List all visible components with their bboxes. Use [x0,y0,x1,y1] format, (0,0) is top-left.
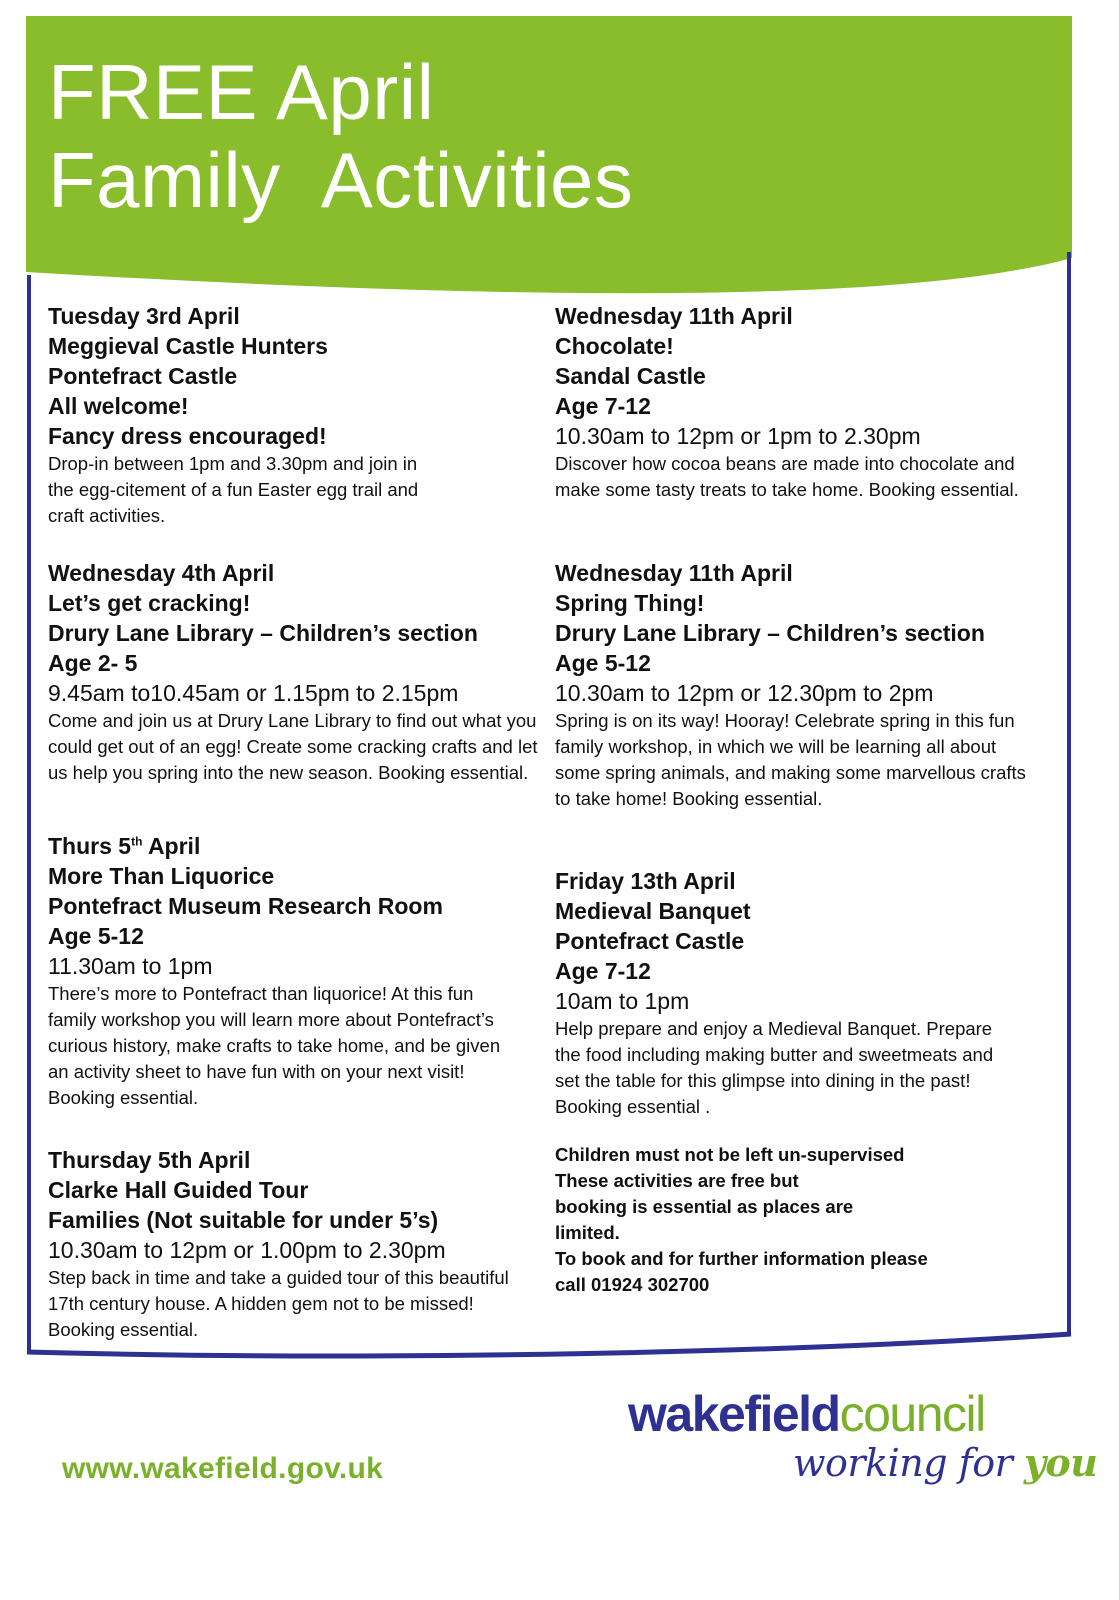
event-egg-hunt [48,301,548,558]
website-link[interactable]: www.wakefield.gov.uk [62,1452,384,1485]
event-description: Help prepare and enjoy a Medieval Banquet. Prepare the food including making butter and sweetmeats and set the table for this glimpse into dining in the past! Booking essential . [555,1018,994,1117]
title-line-1: FREE April [48,48,435,136]
event-time: 10am to 1pm [555,988,690,1014]
logo-wordmark [628,1385,985,1443]
event-venue: Pontefract Castle [555,928,745,954]
left-column [48,301,548,1343]
event-medieval-banquet [555,866,1055,1120]
event-time: 10.30am to 12pm or 1pm to 2.30pm [555,423,921,449]
event-title: Meggieval Castle Hunters [48,333,328,359]
event-date: Wednesday 4th April [48,560,275,586]
event-venue: Pontefract Museum Research Room [48,893,443,919]
event-more-than-liquorice [48,831,548,1145]
event-age: Age 2- 5 [48,650,138,676]
event-date [48,831,548,861]
notice-line-5: To book and for further information please [555,1248,928,1269]
event-date: Wednesday 11th April [555,560,793,586]
event-time: 11.30am to 1pm [48,953,213,979]
event-title: Spring Thing! [555,590,705,616]
event-audience: Families (Not suitable for under 5’s) [48,1207,439,1233]
event-title: Let’s get cracking! [48,590,251,616]
logo-tagline-text: working for [793,1441,1024,1485]
event-date: Wednesday 11th April [555,303,793,329]
notice-phone: call 01924 302700 [555,1274,710,1295]
event-spring-thing [555,558,1055,866]
event-extra: Fancy dress encouraged! [48,423,327,449]
notice-line-1: Children must not be left un-supervised [555,1144,905,1165]
event-description: Step back in time and take a guided tour of this beautiful 17th century house. A hidden gem not to be missed! Booking essential. [48,1267,509,1340]
event-time: 9.45am to10.45am or 1.15pm to 2.15pm [48,680,459,706]
event-description: Drop-in between 1pm and 3.30pm and join in the egg-citement of a fun Easter egg trail and craft activities. [48,453,419,526]
title-line-2: Family Activities [48,136,634,224]
event-time: 10.30am to 12pm or 12.30pm to 2pm [555,680,934,706]
event-age: Age 5-12 [48,923,144,949]
logo-tagline [793,1440,1097,1485]
event-title: Medieval Banquet [555,898,751,924]
event-description: There’s more to Pontefract than liquorice! At this fun family workshop you will learn more about Pontefract’s curious history, make crafts to take home, and be given an activity sheet to have fun with on your next visit! Booking essential. [48,983,501,1108]
logo-wakefield: wakefield [628,1386,840,1442]
notice-line-3: booking is essential as places are [555,1196,854,1217]
event-date-suffix: April [142,833,201,859]
event-time: 10.30am to 12pm or 1.00pm to 2.30pm [48,1237,446,1263]
event-venue: Sandal Castle [555,363,706,389]
notice-line-2: These activities are free but [555,1170,799,1191]
event-description: Spring is on its way! Hooray! Celebrate spring in this fun family workshop, in which we will be learning all about some spring animals, and making some marvellous crafts to take home! Booking essential. [555,710,1026,809]
notice-line-4: limited. [555,1222,620,1243]
event-title: Clarke Hall Guided Tour [48,1177,309,1203]
event-title: Chocolate! [555,333,674,359]
event-date: Friday 13th April [555,868,736,894]
right-column [555,301,1055,1298]
event-audience: All welcome! [48,393,189,419]
event-age: Age 7-12 [555,958,651,984]
booking-notice [555,1142,1055,1298]
event-venue: Drury Lane Library – Children’s section [48,620,478,646]
logo-council: council [839,1386,985,1442]
event-lets-get-cracking [48,558,548,831]
event-age: Age 5-12 [555,650,651,676]
event-title: More Than Liquorice [48,863,275,889]
event-date-sup: th [131,834,143,849]
event-venue: Drury Lane Library – Children’s section [555,620,985,646]
event-date-prefix: Thurs 5 [48,833,132,859]
event-chocolate [555,301,1055,558]
event-clarke-hall-tour [48,1145,548,1343]
event-date: Thursday 5th April [48,1147,251,1173]
event-venue: Pontefract Castle [48,363,238,389]
event-description: Discover how cocoa beans are made into chocolate and make some tasty treats to take home. Booking essential. [555,453,1019,500]
wakefield-council-logo [628,1385,1098,1505]
event-age: Age 7-12 [555,393,651,419]
logo-tagline-you: you [1023,1440,1098,1485]
event-date: Tuesday 3rd April [48,303,240,329]
event-description: Come and join us at Drury Lane Library to find out what you could get out of an egg! Create some cracking crafts and let us help you spring into the new season. Booking essential. [48,710,538,783]
